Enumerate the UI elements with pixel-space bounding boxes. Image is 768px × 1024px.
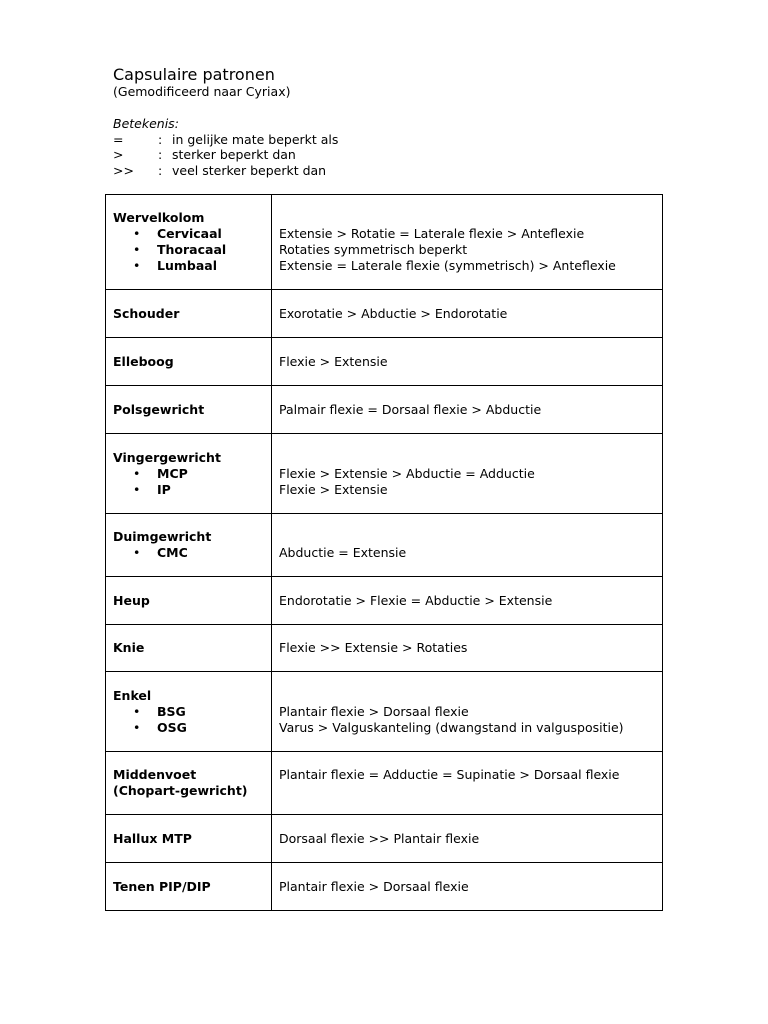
joint-cell (106, 434, 272, 514)
joint-cell (106, 625, 272, 672)
joint-name: Elleboog (113, 353, 174, 369)
pattern-cell (272, 386, 663, 434)
pattern-cell (272, 514, 663, 577)
legend-symbol: = (113, 131, 124, 147)
joint-cell (106, 577, 272, 625)
pattern-text: Flexie > Extensie (279, 353, 388, 369)
pattern-cell (272, 863, 663, 911)
sub-joint-list (113, 545, 264, 561)
table-row (106, 290, 663, 338)
table-row (106, 863, 663, 911)
sub-joint: • BSG (113, 704, 264, 720)
sub-joint: • Lumbaal (113, 258, 264, 274)
legend-heading: Betekenis: (113, 116, 179, 131)
joint-name: Hallux MTP (113, 830, 192, 846)
legend-separator: : (158, 162, 163, 178)
table-row (106, 514, 663, 577)
joint-name: Schouder (113, 305, 180, 321)
pattern-text: Extensie = Laterale flexie (symmetrisch) > Anteflexie (279, 258, 616, 273)
pattern-text: Exorotatie > Abductie > Endorotatie (279, 305, 508, 321)
table-row (106, 338, 663, 386)
pattern-text: Palmair flexie = Dorsaal flexie > Abductie (279, 401, 542, 417)
pattern-cell (272, 752, 663, 815)
legend-row (113, 147, 338, 163)
pattern-cell (272, 434, 663, 514)
pattern-cell (272, 815, 663, 863)
pattern-text: Rotaties symmetrisch beperkt (279, 242, 468, 257)
table-row (106, 672, 663, 752)
legend-separator: : (158, 131, 163, 147)
pattern-text: Plantair flexie = Adductie = Supinatie > Dorsaal flexie (279, 767, 620, 782)
joint-cell (106, 338, 272, 386)
table-row (106, 195, 663, 290)
capsular-pattern-table (105, 194, 663, 911)
legend-row (113, 163, 338, 179)
pattern-text: Endorotatie > Flexie = Abductie > Extensie (279, 592, 553, 608)
joint-name: Polsgewricht (113, 401, 205, 417)
pattern-cell (272, 195, 663, 290)
sub-joint: • OSG (113, 720, 264, 736)
table-row (106, 386, 663, 434)
legend-symbol: >> (113, 162, 134, 178)
joint-name: Middenvoet (113, 767, 197, 782)
joint-name: Tenen PIP/DIP (113, 878, 211, 894)
legend-meaning: in gelijke mate beperkt als (172, 131, 339, 147)
joint-cell (106, 863, 272, 911)
joint-name-detail: (Chopart-gewricht) (113, 783, 248, 798)
legend-meaning: veel sterker beperkt dan (172, 162, 327, 178)
legend-meaning: sterker beperkt dan (172, 147, 296, 162)
page-title: Capsulaire patronen (113, 65, 275, 84)
table-row (106, 815, 663, 863)
sub-joint: • Thoracaal (113, 242, 264, 258)
joint-cell (106, 752, 272, 815)
table-row (106, 625, 663, 672)
pattern-cell (272, 672, 663, 752)
pattern-cell (272, 290, 663, 338)
table-row (106, 434, 663, 514)
joint-name: Enkel (113, 687, 152, 703)
joint-cell (106, 815, 272, 863)
sub-joint: • MCP (113, 466, 264, 482)
joint-name: Knie (113, 640, 145, 655)
pattern-text: Plantair flexie > Dorsaal flexie (279, 703, 469, 719)
joint-name: Duimgewricht (113, 529, 212, 544)
table-row (106, 577, 663, 625)
table-row (106, 752, 663, 815)
pattern-text: Varus > Valguskanteling (dwangstand in valguspositie) (279, 719, 624, 735)
legend-row (113, 132, 338, 148)
sub-joint: • CMC (113, 545, 264, 561)
joint-cell (106, 672, 272, 752)
pattern-cell (272, 577, 663, 625)
joint-name: Heup (113, 592, 150, 608)
sub-joint: • Cervicaal (113, 226, 264, 242)
pattern-text: Flexie > Extensie (279, 481, 388, 497)
joint-cell (106, 290, 272, 338)
joint-name: Vingergewricht (113, 449, 221, 465)
joint-cell (106, 514, 272, 577)
joint-cell (106, 195, 272, 290)
pattern-text: Extensie > Rotatie = Laterale flexie > Anteflexie (279, 226, 585, 241)
pattern-text: Flexie > Extensie > Abductie = Adductie (279, 465, 535, 481)
pattern-text: Dorsaal flexie >> Plantair flexie (279, 830, 480, 846)
legend-symbol: > (113, 147, 124, 162)
pattern-text: Plantair flexie > Dorsaal flexie (279, 878, 469, 894)
sub-joint: • IP (113, 482, 264, 498)
sub-joint-list (113, 704, 264, 736)
pattern-text: Abductie = Extensie (279, 545, 407, 560)
pattern-cell (272, 338, 663, 386)
joint-name: Wervelkolom (113, 210, 205, 225)
pattern-cell (272, 625, 663, 672)
page-subtitle: (Gemodificeerd naar Cyriax) (113, 84, 291, 99)
sub-joint-list (113, 226, 264, 274)
sub-joint-list (113, 466, 264, 498)
legend-separator: : (158, 147, 163, 162)
legend (113, 116, 338, 178)
joint-cell (106, 386, 272, 434)
pattern-text: Flexie >> Extensie > Rotaties (279, 640, 468, 655)
